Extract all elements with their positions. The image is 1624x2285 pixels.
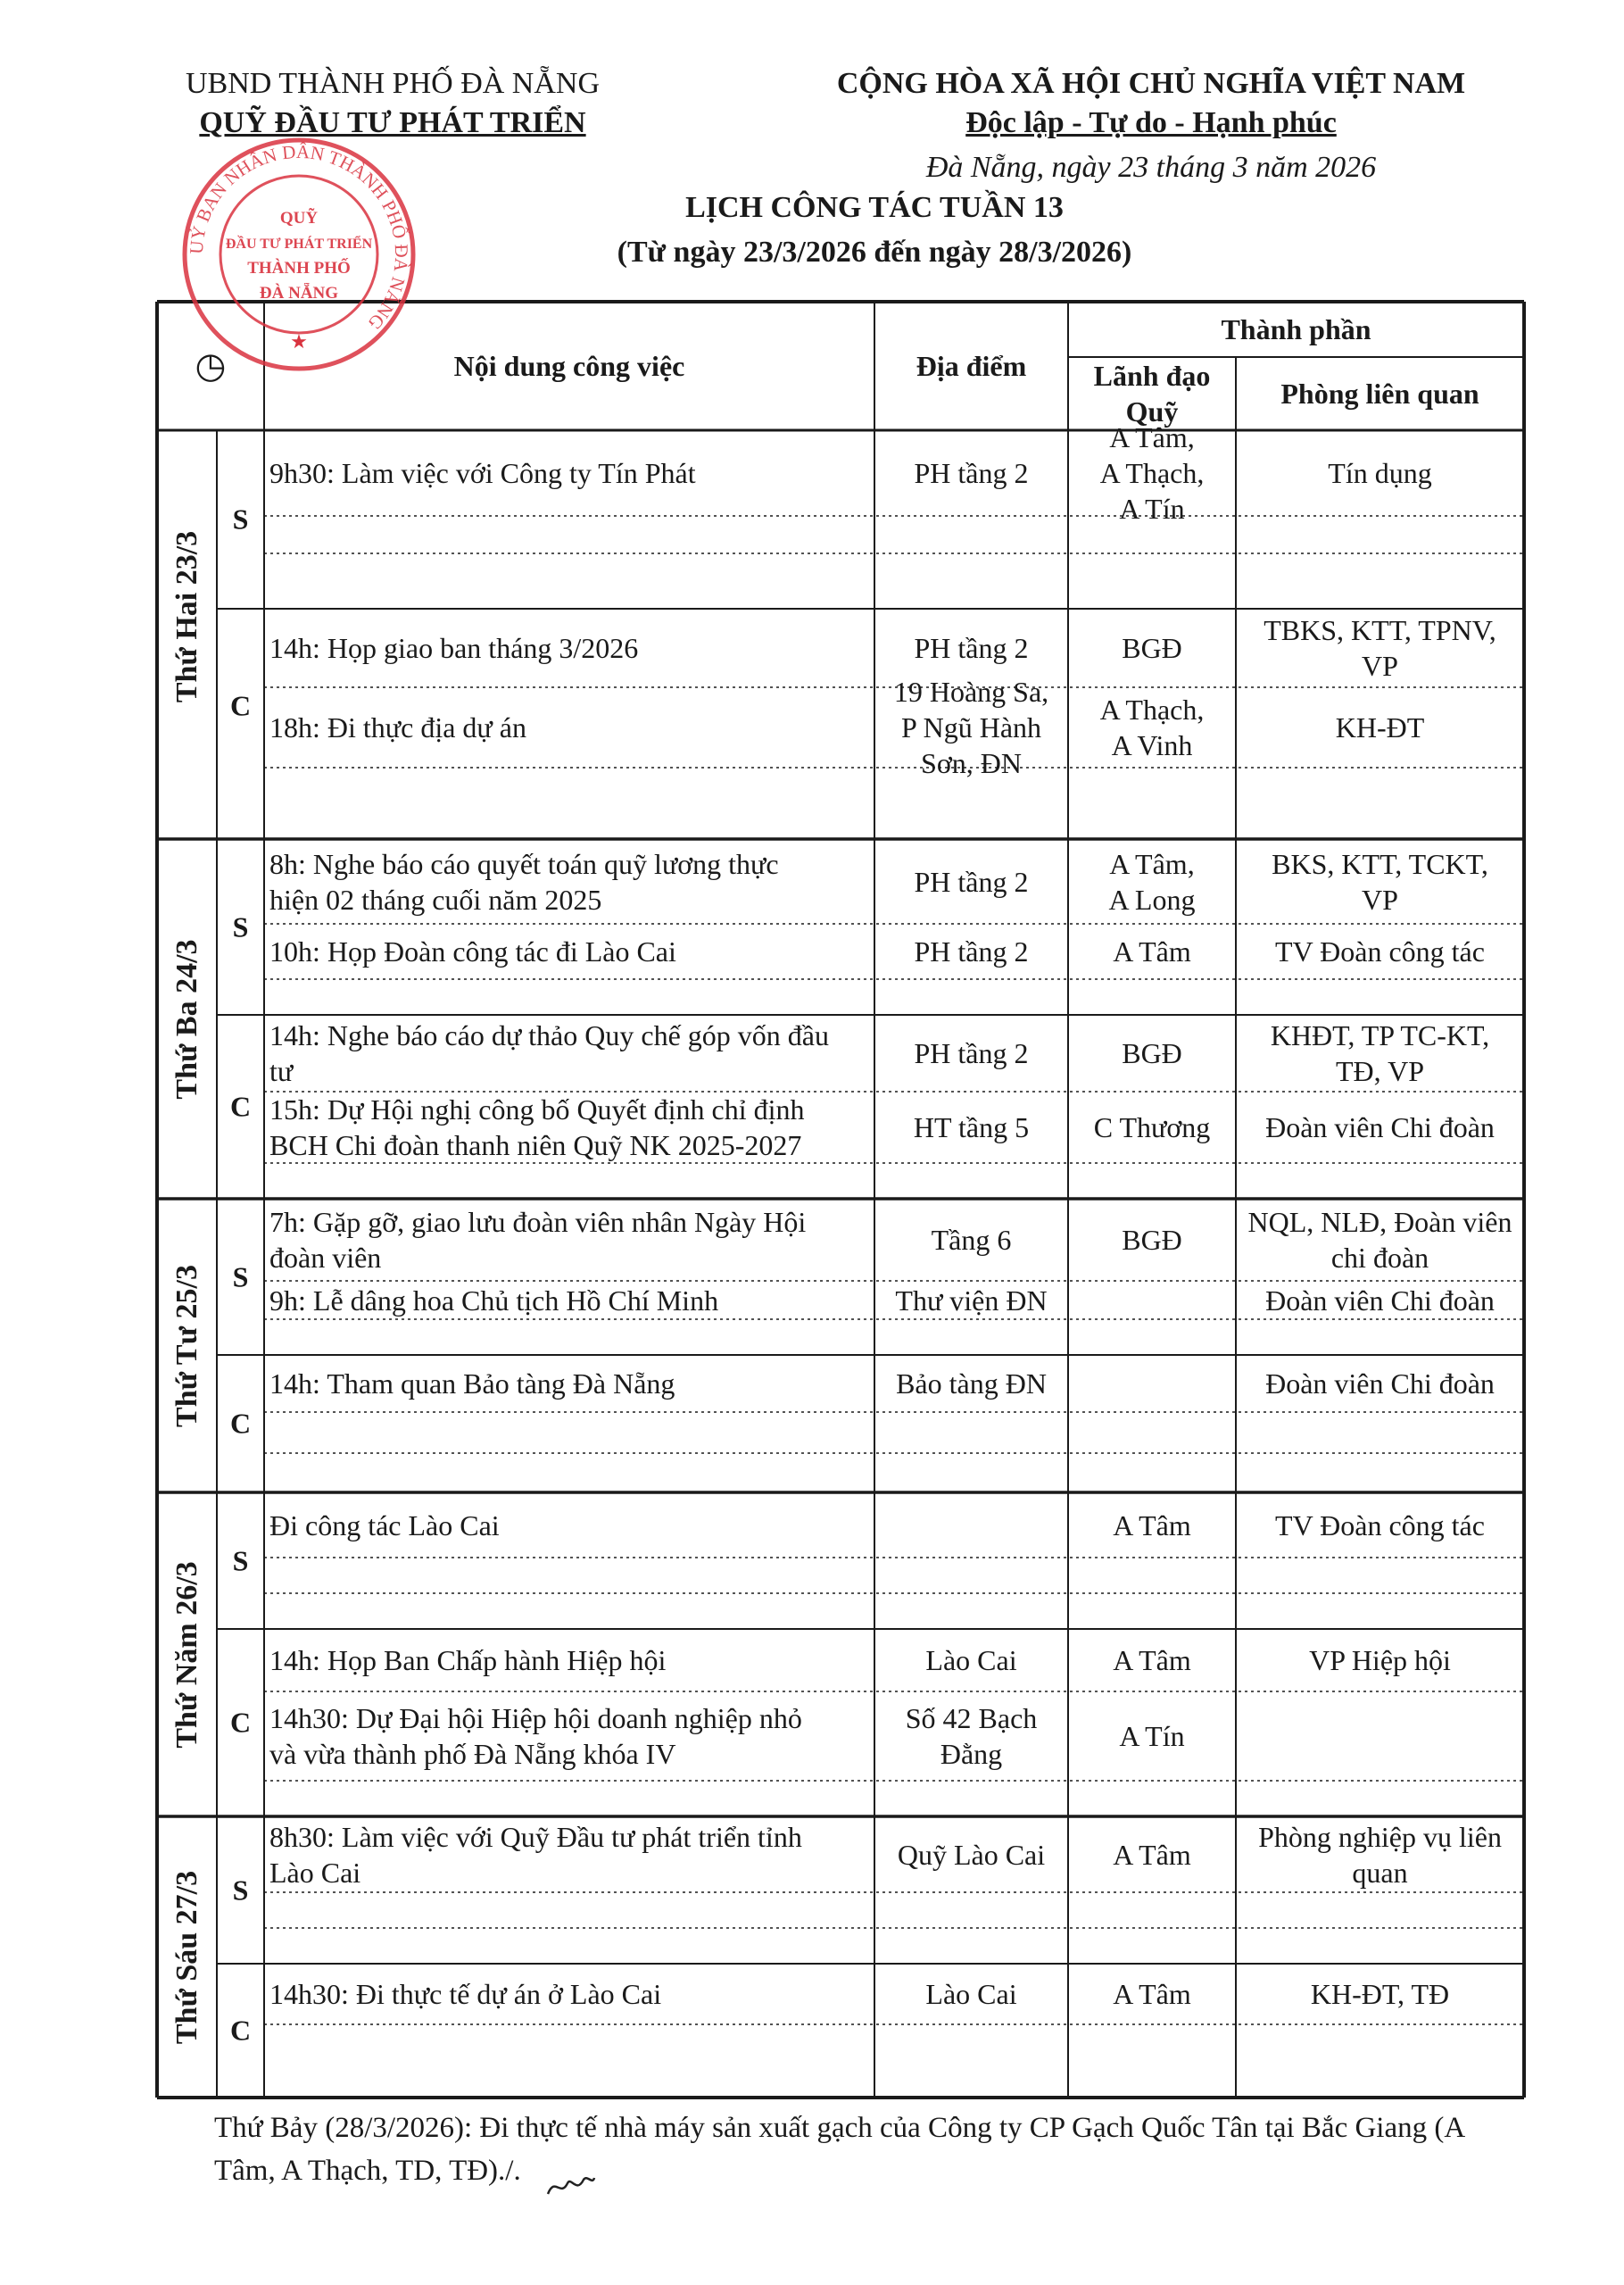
session-label: S xyxy=(232,910,249,943)
activity-location xyxy=(874,1558,1068,1593)
activity-location xyxy=(874,1892,1068,1928)
activity-content: 14h: Tham quan Bảo tàng Đà Nẵng xyxy=(269,1367,675,1400)
activity-leaders: A Tâm, A Long xyxy=(1108,847,1196,916)
official-seal xyxy=(178,134,419,375)
activity-departments: KHĐT, TP TC-KT, TĐ, VP xyxy=(1270,1019,1490,1087)
activity-location xyxy=(874,768,1068,803)
day-label: Thứ Ba 24/3 xyxy=(170,938,203,1100)
activity-content: 8h: Nghe báo cáo quyết toán quỹ lương thực hiện 02 tháng cuối năm 2025 xyxy=(269,847,779,916)
activity-location xyxy=(874,1453,1068,1492)
activity-departments xyxy=(1236,1781,1524,1816)
activity-content xyxy=(264,1319,874,1355)
activity-departments: TV Đoàn công tác xyxy=(1275,1508,1485,1541)
activity-content: 15h: Dự Hội nghị công bố Quyết định chỉ định BCH Chi đoàn thanh niên Quỹ NK 2025-2027 xyxy=(269,1093,805,1161)
activity-departments xyxy=(1236,1412,1524,1453)
seal-line-4: ĐÀ NẴNG xyxy=(259,284,339,303)
activity-location xyxy=(874,979,1068,1015)
activity-content: 14h30: Dự Đại hội Hiệp hội doanh nghiệp nhỏ và vừa thành phố Đà Nẵng khóa IV xyxy=(269,1702,802,1770)
activity-content xyxy=(264,1593,874,1629)
activity-content: 18h: Đi thực địa dự án xyxy=(269,711,526,744)
nation-motto: Độc lập - Tự do - Hạnh phúc xyxy=(965,106,1337,139)
handwritten-initial xyxy=(544,2167,598,2203)
activity-leaders xyxy=(1068,1319,1236,1355)
org-line-1: UBND THÀNH PHỐ ĐÀ NẴNG xyxy=(185,67,601,100)
document-date: Đà Nẵng, ngày 23 tháng 3 năm 2026 xyxy=(925,151,1377,184)
activity-departments xyxy=(1236,1691,1524,1781)
activity-leaders: A Tâm xyxy=(1113,1838,1191,1871)
org-line-2: QUỸ ĐẦU TƯ PHÁT TRIỂN xyxy=(199,106,586,139)
activity-leaders xyxy=(1068,1892,1236,1928)
activity-content xyxy=(264,1163,874,1199)
activity-leaders xyxy=(1068,979,1236,1015)
nation-line-1: CỘNG HÒA XÃ HỘI CHỦ NGHĨA VIỆT NAM xyxy=(836,67,1466,100)
seal-star-icon: ★ xyxy=(290,330,308,353)
activity-location xyxy=(874,1412,1068,1453)
activity-departments xyxy=(1236,979,1524,1015)
activity-content xyxy=(264,553,874,609)
activity-leaders: BGĐ xyxy=(1122,632,1182,664)
activity-location xyxy=(874,1319,1068,1355)
header-departments: Phòng liên quan xyxy=(1280,378,1479,410)
activity-location: Tầng 6 xyxy=(931,1224,1012,1256)
activity-content: 14h: Họp giao ban tháng 3/2026 xyxy=(269,632,639,664)
activity-departments xyxy=(1236,1892,1524,1928)
activity-content: 9h: Lễ dâng hoa Chủ tịch Hồ Chí Minh xyxy=(269,1284,719,1317)
activity-content: Đi công tác Lào Cai xyxy=(269,1508,500,1541)
activity-departments xyxy=(1236,1319,1524,1355)
activity-departments xyxy=(1236,1593,1524,1629)
activity-content: 14h: Nghe báo cáo dự thảo Quy chế góp vốn đầu tư xyxy=(269,1019,829,1087)
seal-line-3: THÀNH PHỐ xyxy=(247,259,351,278)
activity-location: Bảo tàng ĐN xyxy=(896,1367,1047,1400)
activity-departments xyxy=(1236,516,1524,553)
activity-content: 14h: Họp Ban Chấp hành Hiệp hội xyxy=(269,1644,667,1676)
activity-departments: KH-ĐT xyxy=(1335,711,1425,744)
activity-location xyxy=(874,1593,1068,1629)
activity-location xyxy=(874,1781,1068,1816)
day-label: Thứ Sáu 27/3 xyxy=(170,1870,203,2044)
activity-leaders xyxy=(1068,1558,1236,1593)
activity-departments xyxy=(1236,768,1524,803)
session-label: C xyxy=(229,1407,252,1440)
activity-content xyxy=(264,1453,874,1492)
session-label: C xyxy=(229,2014,252,2047)
activity-location xyxy=(874,1163,1068,1199)
activity-leaders xyxy=(1068,1593,1236,1629)
activity-location: PH tầng 2 xyxy=(914,935,1029,968)
activity-leaders: A Tâm xyxy=(1113,1978,1191,2010)
session-label: C xyxy=(229,1090,252,1123)
activity-departments: TBKS, KTT, TPNV, VP xyxy=(1264,614,1496,682)
activity-departments xyxy=(1236,1928,1524,1964)
session-label: S xyxy=(232,503,249,536)
activity-content xyxy=(264,768,874,803)
activity-departments xyxy=(1236,1163,1524,1199)
activity-content xyxy=(264,2024,874,2098)
activity-departments: VP Hiệp hội xyxy=(1309,1644,1451,1676)
day-label: Thứ Hai 23/3 xyxy=(170,530,203,703)
activity-leaders xyxy=(1068,768,1236,803)
activity-location: 19 Hoàng Sa, P Ngũ Hành Sơn, ĐN xyxy=(893,676,1049,779)
session-label: S xyxy=(232,1544,249,1576)
activity-location xyxy=(874,2024,1068,2098)
activity-content: 9h30: Làm việc với Công ty Tín Phát xyxy=(269,457,696,489)
header-content: Nội dung công việc xyxy=(453,350,685,382)
activity-departments xyxy=(1236,2024,1524,2098)
activity-location: PH tầng 2 xyxy=(914,457,1029,489)
activity-leaders: A Tâm xyxy=(1113,935,1191,968)
activity-departments: Đoàn viên Chi đoàn xyxy=(1265,1284,1495,1317)
header-leaders: Lãnh đạo Quỹ xyxy=(1093,360,1211,428)
activity-content xyxy=(264,516,874,553)
activity-content xyxy=(264,979,874,1015)
activity-location: HT tầng 5 xyxy=(913,1111,1030,1143)
activity-leaders: A Tín xyxy=(1119,1720,1185,1752)
activity-leaders: BGĐ xyxy=(1122,1224,1182,1256)
day-label: Thứ Năm 26/3 xyxy=(170,1560,203,1749)
activity-location: Số 42 Bạch Đằng xyxy=(905,1702,1038,1770)
activity-departments xyxy=(1236,1558,1524,1593)
seal-ring-text: UỶ BAN NHÂN DÂN THÀNH PHỐ ĐÀ NẴNG xyxy=(185,140,413,335)
activity-departments xyxy=(1236,1453,1524,1492)
activity-content xyxy=(264,1892,874,1928)
activity-location xyxy=(874,516,1068,553)
schedule-date-range: (Từ ngày 23/3/2026 đến ngày 28/3/2026) xyxy=(617,236,1132,269)
session-label: C xyxy=(229,689,252,722)
activity-content xyxy=(264,1412,874,1453)
activity-leaders xyxy=(1068,516,1236,553)
activity-content xyxy=(264,1928,874,1964)
saturday-note: Thứ Bảy (28/3/2026): Đi thực tế nhà máy sản xuất gạch của Công ty CP Gạch Quốc Tân tại Bắc Giang (A Tâm, A Thạch, TD, TĐ)./. xyxy=(214,2112,1464,2187)
activity-content: 7h: Gặp gỡ, giao lưu đoàn viên nhân Ngày Hội đoàn viên xyxy=(269,1206,807,1274)
session-label: S xyxy=(232,1874,249,1906)
seal-line-1: QUỸ xyxy=(279,209,319,228)
activity-content: 14h30: Đi thực tế dự án ở Lào Cai xyxy=(269,1978,662,2010)
activity-leaders: BGĐ xyxy=(1122,1037,1182,1069)
activity-location xyxy=(874,1492,1068,1558)
activity-departments: TV Đoàn công tác xyxy=(1275,935,1485,968)
activity-departments xyxy=(1236,553,1524,609)
activity-leaders xyxy=(1068,1453,1236,1492)
activity-leaders xyxy=(1068,1355,1236,1412)
activity-content xyxy=(264,1781,874,1816)
activity-leaders xyxy=(1068,2024,1236,2098)
activity-departments: Đoàn viên Chi đoàn xyxy=(1265,1367,1495,1400)
activity-leaders xyxy=(1068,1781,1236,1816)
activity-leaders xyxy=(1068,1163,1236,1199)
activity-departments: KH-ĐT, TĐ xyxy=(1310,1978,1450,2010)
session-label: C xyxy=(229,1706,252,1739)
activity-location: Lào Cai xyxy=(925,1644,1017,1676)
activity-content: 10h: Họp Đoàn công tác đi Lào Cai xyxy=(269,935,676,968)
activity-location: Thư viện ĐN xyxy=(895,1284,1048,1317)
activity-leaders xyxy=(1068,1412,1236,1453)
session-label: S xyxy=(232,1260,249,1292)
activity-content xyxy=(264,1558,874,1593)
activity-location: PH tầng 2 xyxy=(914,865,1029,898)
activity-location xyxy=(874,1928,1068,1964)
activity-departments: NQL, NLĐ, Đoàn viên chi đoàn xyxy=(1247,1206,1512,1274)
activity-leaders: A Tâm xyxy=(1113,1508,1191,1541)
seal-line-2: ĐẦU TƯ PHÁT TRIỂN xyxy=(225,237,373,252)
activity-leaders: C Thương xyxy=(1093,1111,1211,1143)
activity-leaders: A Thạch, A Vinh xyxy=(1099,694,1205,761)
activity-leaders xyxy=(1068,553,1236,609)
activity-location: Lào Cai xyxy=(925,1978,1017,2010)
activity-leaders: A Tâm, A Thạch, A Tín xyxy=(1099,421,1205,525)
activity-leaders xyxy=(1068,1928,1236,1964)
activity-location: PH tầng 2 xyxy=(914,1037,1029,1069)
activity-leaders xyxy=(1068,1281,1236,1319)
activity-departments: BKS, KTT, TCKT, VP xyxy=(1272,847,1488,916)
header-location: Địa điểm xyxy=(916,350,1027,382)
activity-location xyxy=(874,553,1068,609)
activity-content: 8h30: Làm việc với Quỹ Đầu tư phát triển tỉnh Lào Cai xyxy=(269,1820,802,1889)
activity-location: Quỹ Lào Cai xyxy=(897,1838,1046,1871)
header-participants: Thành phần xyxy=(1221,313,1371,345)
schedule-title: LỊCH CÔNG TÁC TUẦN 13 xyxy=(685,191,1064,224)
clock-icon: ◷ xyxy=(195,345,227,386)
activity-departments: Phòng nghiệp vụ liên quan xyxy=(1258,1820,1502,1889)
activity-leaders: A Tâm xyxy=(1113,1644,1191,1676)
day-label: Thứ Tư 25/3 xyxy=(170,1264,203,1427)
activity-location: PH tầng 2 xyxy=(914,632,1029,664)
activity-departments: Đoàn viên Chi đoàn xyxy=(1265,1111,1495,1143)
activity-departments: Tín dụng xyxy=(1328,457,1432,489)
